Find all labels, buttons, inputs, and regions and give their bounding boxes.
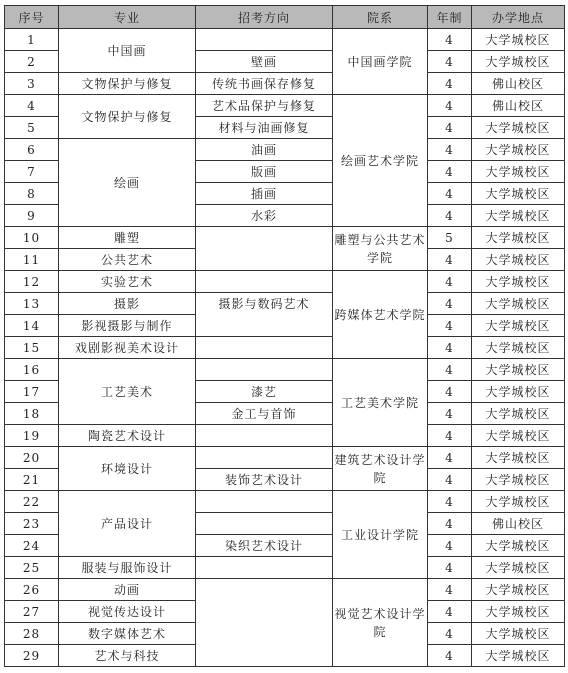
cell-seq: 18 <box>5 403 59 425</box>
cell-major: 雕塑 <box>59 227 196 249</box>
cell-years: 4 <box>428 161 472 183</box>
cell-years: 4 <box>428 579 472 601</box>
table-row <box>5 227 565 249</box>
cell-seq: 19 <box>5 425 59 447</box>
cell-seq: 29 <box>5 645 59 667</box>
cell-campus: 大学城校区 <box>472 139 565 161</box>
cell-direction <box>196 271 333 293</box>
header-campus: 办学地点 <box>472 6 565 29</box>
cell-campus: 大学城校区 <box>472 425 565 447</box>
cell-major: 绘画 <box>59 139 196 227</box>
cell-seq: 26 <box>5 579 59 601</box>
cell-direction: 染织艺术设计 <box>196 535 333 557</box>
cell-campus: 大学城校区 <box>472 271 565 293</box>
cell-seq: 28 <box>5 623 59 645</box>
cell-seq: 6 <box>5 139 59 161</box>
cell-campus: 大学城校区 <box>472 447 565 469</box>
cell-college: 绘画艺术学院 <box>333 95 428 227</box>
cell-direction: 摄影与数码艺术 <box>196 293 333 337</box>
cell-years: 4 <box>428 403 472 425</box>
cell-campus: 大学城校区 <box>472 117 565 139</box>
cell-college: 工业设计学院 <box>333 491 428 579</box>
cell-campus: 大学城校区 <box>472 645 565 667</box>
cell-major: 摄影 <box>59 293 196 315</box>
cell-years: 4 <box>428 513 472 535</box>
cell-college: 工艺美术学院 <box>333 359 428 447</box>
cell-years: 4 <box>428 469 472 491</box>
cell-seq: 24 <box>5 535 59 557</box>
cell-years: 4 <box>428 117 472 139</box>
cell-direction: 漆艺 <box>196 381 333 403</box>
cell-years: 4 <box>428 601 472 623</box>
cell-years: 4 <box>428 337 472 359</box>
header-direction: 招考方向 <box>196 6 333 29</box>
cell-seq: 15 <box>5 337 59 359</box>
cell-major: 数字媒体艺术 <box>59 623 196 645</box>
cell-campus: 佛山校区 <box>472 513 565 535</box>
cell-direction <box>196 425 333 447</box>
cell-campus: 佛山校区 <box>472 73 565 95</box>
cell-direction <box>196 227 333 271</box>
cell-campus: 大学城校区 <box>472 403 565 425</box>
table-row <box>5 557 565 579</box>
cell-major: 公共艺术 <box>59 249 196 271</box>
cell-campus: 大学城校区 <box>472 51 565 73</box>
cell-years: 4 <box>428 535 472 557</box>
header-major: 专业 <box>59 6 196 29</box>
cell-seq: 1 <box>5 29 59 51</box>
cell-years: 4 <box>428 381 472 403</box>
header-college: 院系 <box>333 6 428 29</box>
cell-years: 5 <box>428 227 472 249</box>
cell-seq: 2 <box>5 51 59 73</box>
cell-years: 4 <box>428 183 472 205</box>
cell-years: 4 <box>428 557 472 579</box>
cell-campus: 大学城校区 <box>472 161 565 183</box>
cell-direction <box>196 447 333 469</box>
cell-years: 4 <box>428 315 472 337</box>
cell-major: 动画 <box>59 579 196 601</box>
cell-campus: 大学城校区 <box>472 381 565 403</box>
cell-major: 中国画 <box>59 29 196 73</box>
cell-seq: 4 <box>5 95 59 117</box>
table-row <box>5 425 565 447</box>
cell-years: 4 <box>428 73 472 95</box>
cell-campus: 佛山校区 <box>472 95 565 117</box>
cell-major: 服装与服饰设计 <box>59 557 196 579</box>
cell-campus: 大学城校区 <box>472 315 565 337</box>
cell-major: 工艺美术 <box>59 359 196 425</box>
table-row <box>5 359 565 381</box>
cell-major: 戏剧影视美术设计 <box>59 337 196 359</box>
cell-campus: 大学城校区 <box>472 29 565 51</box>
cell-years: 4 <box>428 29 472 51</box>
cell-seq: 14 <box>5 315 59 337</box>
cell-major: 视觉传达设计 <box>59 601 196 623</box>
cell-campus: 大学城校区 <box>472 623 565 645</box>
cell-direction <box>196 337 333 359</box>
cell-direction: 传统书画保存修复 <box>196 73 333 95</box>
cell-campus: 大学城校区 <box>472 469 565 491</box>
table-row <box>5 139 565 161</box>
cell-seq: 16 <box>5 359 59 381</box>
cell-direction <box>196 491 333 513</box>
cell-college: 建筑艺术设计学院 <box>333 447 428 491</box>
cell-seq: 20 <box>5 447 59 469</box>
cell-seq: 8 <box>5 183 59 205</box>
cell-college: 中国画学院 <box>333 29 428 95</box>
cell-seq: 9 <box>5 205 59 227</box>
cell-seq: 5 <box>5 117 59 139</box>
cell-major: 影视摄影与制作 <box>59 315 196 337</box>
table-row <box>5 73 565 95</box>
cell-campus: 大学城校区 <box>472 205 565 227</box>
cell-seq: 21 <box>5 469 59 491</box>
cell-major: 环境设计 <box>59 447 196 491</box>
header-seq: 序号 <box>5 6 59 29</box>
table-row <box>5 447 565 469</box>
cell-seq: 22 <box>5 491 59 513</box>
cell-direction <box>196 359 333 381</box>
cell-major: 文物保护与修复 <box>59 73 196 95</box>
cell-years: 4 <box>428 491 472 513</box>
cell-direction <box>196 579 333 667</box>
cell-seq: 7 <box>5 161 59 183</box>
cell-seq: 12 <box>5 271 59 293</box>
cell-college: 视觉艺术设计学院 <box>333 579 428 667</box>
cell-seq: 13 <box>5 293 59 315</box>
cell-campus: 大学城校区 <box>472 535 565 557</box>
cell-seq: 23 <box>5 513 59 535</box>
cell-seq: 11 <box>5 249 59 271</box>
cell-major: 实验艺术 <box>59 271 196 293</box>
table-row <box>5 491 565 513</box>
cell-years: 4 <box>428 623 472 645</box>
cell-seq: 17 <box>5 381 59 403</box>
table-row <box>5 337 565 359</box>
cell-direction: 壁画 <box>196 51 333 73</box>
cell-campus: 大学城校区 <box>472 359 565 381</box>
cell-campus: 大学城校区 <box>472 579 565 601</box>
cell-campus: 大学城校区 <box>472 293 565 315</box>
cell-college: 雕塑与公共艺术学院 <box>333 227 428 271</box>
cell-years: 4 <box>428 425 472 447</box>
cell-major: 产品设计 <box>59 491 196 557</box>
table-row <box>5 95 565 117</box>
cell-years: 4 <box>428 205 472 227</box>
cell-campus: 大学城校区 <box>472 249 565 271</box>
cell-campus: 大学城校区 <box>472 337 565 359</box>
cell-direction: 插画 <box>196 183 333 205</box>
cell-years: 4 <box>428 95 472 117</box>
cell-years: 4 <box>428 359 472 381</box>
cell-direction: 版画 <box>196 161 333 183</box>
cell-years: 4 <box>428 645 472 667</box>
cell-major: 文物保护与修复 <box>59 95 196 139</box>
cell-seq: 10 <box>5 227 59 249</box>
cell-years: 4 <box>428 447 472 469</box>
cell-seq: 3 <box>5 73 59 95</box>
cell-years: 4 <box>428 139 472 161</box>
cell-campus: 大学城校区 <box>472 557 565 579</box>
cell-seq: 25 <box>5 557 59 579</box>
table-row <box>5 579 565 601</box>
header-years: 年制 <box>428 6 472 29</box>
table-row <box>5 293 565 315</box>
cell-college: 跨媒体艺术学院 <box>333 271 428 359</box>
cell-seq: 27 <box>5 601 59 623</box>
cell-campus: 大学城校区 <box>472 183 565 205</box>
enrollment-table <box>4 5 565 667</box>
cell-campus: 大学城校区 <box>472 491 565 513</box>
cell-major: 陶瓷艺术设计 <box>59 425 196 447</box>
cell-years: 4 <box>428 293 472 315</box>
cell-direction: 金工与首饰 <box>196 403 333 425</box>
cell-direction <box>196 557 333 579</box>
cell-campus: 大学城校区 <box>472 227 565 249</box>
table-row <box>5 29 565 51</box>
cell-direction: 艺术品保护与修复 <box>196 95 333 117</box>
cell-major: 艺术与科技 <box>59 645 196 667</box>
cell-direction <box>196 513 333 535</box>
cell-years: 4 <box>428 51 472 73</box>
cell-direction: 水彩 <box>196 205 333 227</box>
table-row <box>5 271 565 293</box>
table-header-row <box>5 6 565 29</box>
cell-campus: 大学城校区 <box>472 601 565 623</box>
cell-years: 4 <box>428 249 472 271</box>
cell-direction: 装饰艺术设计 <box>196 469 333 491</box>
cell-direction <box>196 29 333 51</box>
cell-years: 4 <box>428 271 472 293</box>
cell-direction: 油画 <box>196 139 333 161</box>
cell-direction: 材料与油画修复 <box>196 117 333 139</box>
